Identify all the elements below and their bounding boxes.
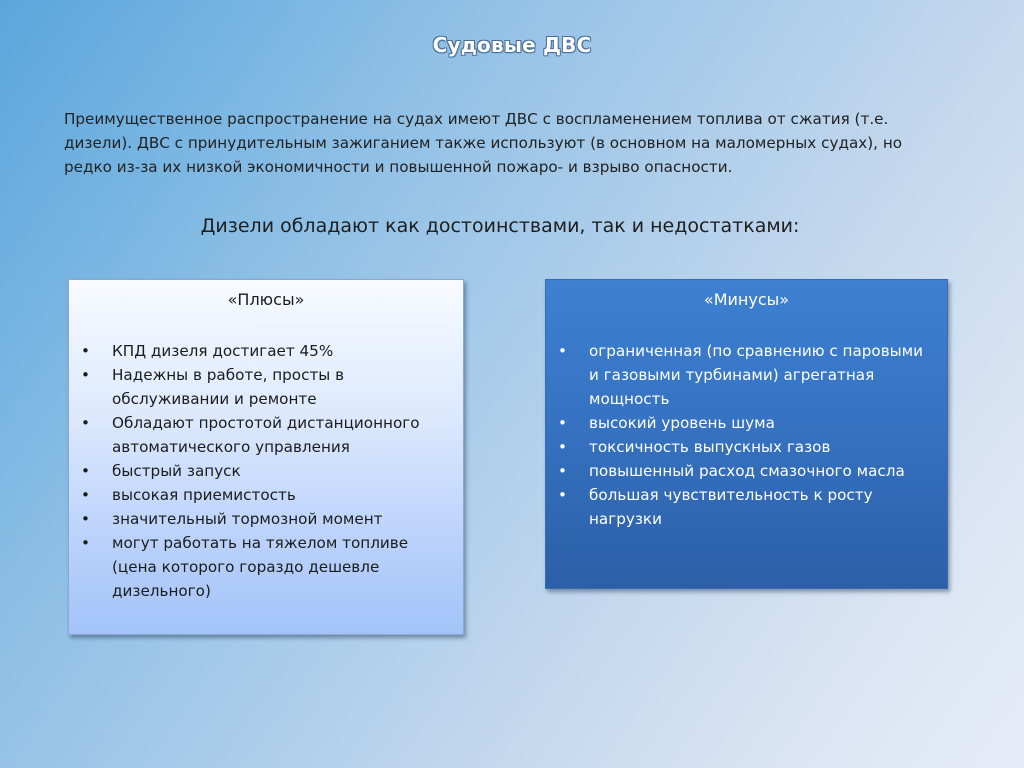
- bullet-icon: •: [558, 486, 567, 504]
- bullet-icon: •: [81, 414, 90, 432]
- bullet-icon: •: [558, 462, 567, 480]
- pros-list: [69, 339, 463, 603]
- list-item: [69, 363, 463, 411]
- list-item-text: высокий уровень шума: [589, 414, 775, 432]
- bullet-icon: •: [81, 486, 90, 504]
- list-item-text: большая чувствительность к росту нагрузки: [589, 486, 873, 528]
- bullet-icon: •: [558, 438, 567, 456]
- list-item: [546, 435, 947, 459]
- list-item-text: Обладают простотой дистанционного автоматического управления: [112, 414, 420, 456]
- list-item: [69, 531, 463, 603]
- intro-paragraph: Преимущественное распространение на судах имеют ДВС с воспламенением топлива от сжатия (т.е. дизели). ДВС с принудительным зажиганием также используют (в основном на маломерных судах), но редко из-за их низкой экономичности и повышенной пожаро- и взрыво опасности.: [64, 110, 903, 176]
- list-item-text: токсичность выпускных газов: [589, 438, 831, 456]
- bullet-icon: •: [81, 510, 90, 528]
- list-item-text: высокая приемистость: [112, 486, 296, 504]
- list-item-text: быстрый запуск: [112, 462, 241, 480]
- list-item: [546, 411, 947, 435]
- list-item-text: ограниченная (по сравнению с паровыми и газовыми турбинами) агрегатная мощность: [589, 342, 923, 408]
- list-item-text: значительный тормозной момент: [112, 510, 383, 528]
- list-item: [69, 483, 463, 507]
- pros-panel: [68, 279, 464, 635]
- bullet-icon: •: [558, 414, 567, 432]
- subtitle: Дизели обладают как достоинствами, так и недостатками:: [200, 215, 800, 237]
- bullet-icon: •: [81, 342, 90, 360]
- cons-heading: «Минусы»: [703, 290, 790, 309]
- list-item: [69, 507, 463, 531]
- list-item-text: Надежны в работе, просты в обслуживании и ремонте: [112, 366, 345, 408]
- list-item: [546, 339, 947, 411]
- list-item-text: могут работать на тяжелом топливе (цена которого гораздо дешевле дизельного): [112, 534, 409, 600]
- cons-panel: [545, 279, 948, 589]
- list-item-text: КПД дизеля достигает 45%: [112, 342, 334, 360]
- list-item: [69, 411, 463, 459]
- list-item: [69, 459, 463, 483]
- slide-title: Судовые ДВС: [432, 33, 592, 57]
- list-item: [546, 483, 947, 531]
- pros-heading: «Плюсы»: [227, 290, 305, 309]
- list-item: [69, 339, 463, 363]
- list-item-text: повышенный расход смазочного масла: [589, 462, 905, 480]
- bullet-icon: •: [81, 366, 90, 384]
- list-item: [546, 459, 947, 483]
- cons-list: [546, 339, 947, 531]
- bullet-icon: •: [81, 462, 90, 480]
- bullet-icon: •: [81, 534, 90, 552]
- bullet-icon: •: [558, 342, 567, 360]
